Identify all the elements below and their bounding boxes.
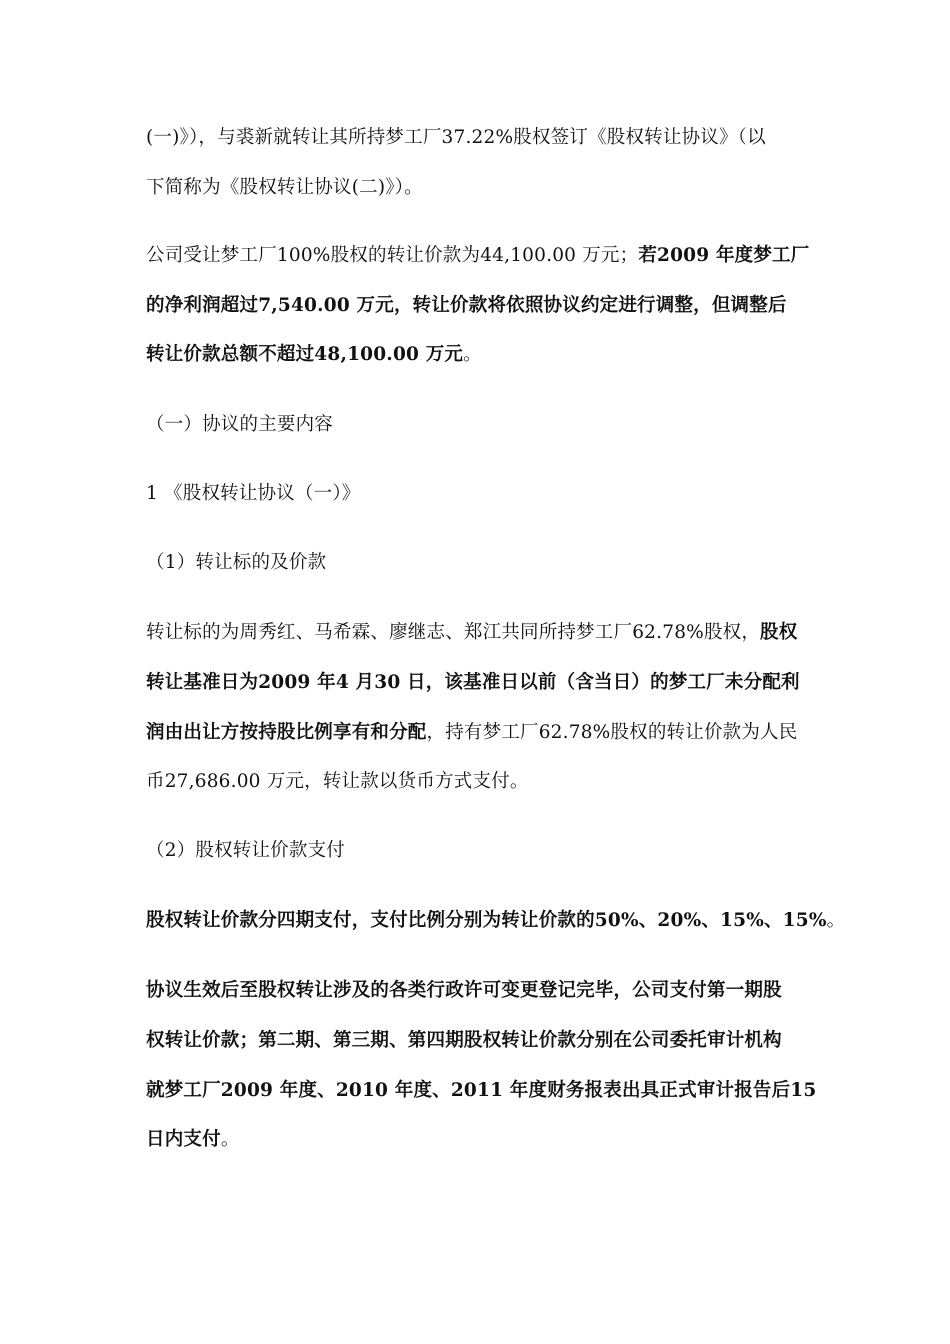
text-run: 下简称为《股权转让协议(二)》）。 bbox=[146, 177, 423, 198]
text-run: ，持有梦工厂62.78%股权的转让价款为人民 bbox=[426, 722, 798, 743]
bold-text-run: 就梦工厂2009 年度、2010 年度、2011 年度财务报表出具正式审计报告后15 bbox=[146, 1080, 817, 1101]
text-line bbox=[146, 1079, 816, 1103]
text-run: (一)》），与裘新就转让其所持梦工厂37.22%股权签订《股权转让协议》（以 bbox=[146, 127, 766, 148]
text-line bbox=[146, 294, 787, 318]
text-line bbox=[146, 671, 800, 695]
bold-text-run: 日内支付 bbox=[146, 1129, 221, 1150]
bold-text-run: 润由出让方按持股比例享有和分配 bbox=[146, 722, 427, 743]
text-line bbox=[146, 126, 766, 150]
text-run: 。 bbox=[220, 1129, 240, 1150]
text-run: 。 bbox=[826, 910, 846, 931]
text-line bbox=[146, 721, 797, 745]
text-line bbox=[146, 244, 809, 268]
text-line bbox=[146, 413, 333, 437]
text-run: （1）转让标的及价款 bbox=[146, 552, 327, 573]
text-line bbox=[146, 770, 529, 794]
text-run: （2）股权转让价款支付 bbox=[146, 840, 345, 861]
text-line bbox=[146, 621, 797, 645]
bold-text-run: 股权转让价款分四期支付，支付比例分别为转让价款的50%、20%、15%、15% bbox=[146, 910, 827, 931]
text-line bbox=[146, 551, 326, 575]
text-run: （一）协议的主要内容 bbox=[146, 414, 334, 435]
bold-text-run: 权转让价款；第二期、第三期、第四期股权转让价款分别在公司委托审计机构 bbox=[146, 1030, 782, 1051]
bold-text-run: 股权 bbox=[760, 622, 798, 643]
text-run: 转让标的为周秀红、马希霖、廖继志、郑江共同所持梦工厂62.78%股权， bbox=[146, 622, 761, 643]
text-line bbox=[146, 909, 845, 933]
bold-text-run: 协议生效后至股权转让涉及的各类行政许可变更登记完毕，公司支付第一期股 bbox=[146, 980, 782, 1001]
text-line bbox=[146, 839, 345, 863]
text-run: 。 bbox=[463, 344, 482, 365]
bold-text-run: 转让价款总额不超过48,100.00 万元 bbox=[146, 344, 464, 365]
bold-text-run: 若2009 年度梦工厂 bbox=[638, 245, 810, 266]
text-line bbox=[146, 482, 361, 506]
text-line bbox=[146, 176, 423, 200]
text-run: 币27,686.00 万元，转让款以货币方式支付。 bbox=[146, 771, 529, 792]
text-line bbox=[146, 1128, 240, 1152]
bold-text-run: 的净利润超过7,540.00 万元，转让价款将依照协议约定进行调整，但调整后 bbox=[146, 295, 787, 316]
text-line bbox=[146, 1029, 782, 1053]
bold-text-run: 转让基准日为2009 年4 月30 日，该基准日以前（含当日）的梦工厂未分配利 bbox=[146, 672, 800, 693]
text-line bbox=[146, 343, 482, 367]
text-line bbox=[146, 979, 782, 1003]
text-run: 1 《股权转让协议（一）》 bbox=[146, 483, 361, 504]
text-run: 公司受让梦工厂100%股权的转让价款为44,100.00 万元； bbox=[146, 245, 639, 266]
